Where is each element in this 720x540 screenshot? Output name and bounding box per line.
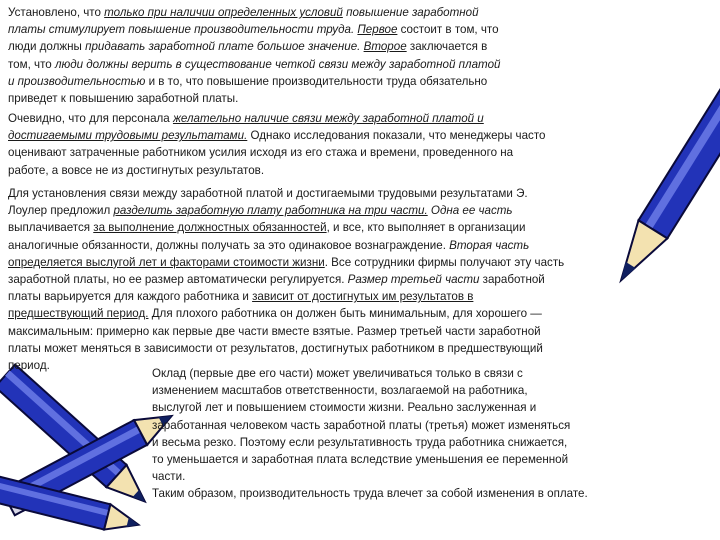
text-line bbox=[8, 340, 688, 357]
text-run: повышение заработной bbox=[342, 6, 479, 19]
text-run: за выполнение должностных обязанностей bbox=[93, 221, 327, 235]
paragraph-4 bbox=[152, 365, 687, 503]
text-run: желательно наличие связи между заработной платой и bbox=[172, 112, 484, 125]
text-run: Первое bbox=[357, 23, 398, 37]
text-line bbox=[8, 271, 688, 288]
text-run: заключается в bbox=[406, 40, 488, 54]
text-run: Второе bbox=[363, 40, 407, 54]
text-run: и в то, что повышение производительности труда обязательно bbox=[145, 74, 488, 88]
text-run: платы может меняться в зависимости от результатов, достигнутых работником в предшествующий bbox=[8, 341, 543, 355]
text-run: только при наличии определенных условий bbox=[104, 6, 343, 19]
text-line bbox=[8, 162, 648, 179]
text-run: предшествующий период. bbox=[8, 307, 149, 321]
text-line bbox=[8, 4, 598, 21]
text-run: состоит в том, что bbox=[397, 23, 499, 37]
text-run: том, что bbox=[8, 57, 55, 71]
text-line bbox=[152, 434, 687, 451]
text-run: заработной bbox=[479, 273, 545, 287]
text-line bbox=[152, 417, 687, 434]
text-run: период. bbox=[8, 359, 50, 373]
text-run: приведет к повышению заработной платы. bbox=[8, 92, 239, 106]
text-run: . Все сотрудники фирмы получают эту часть bbox=[324, 255, 565, 269]
text-run: заработанная человеком часть заработной платы (третья) может изменяться bbox=[152, 418, 571, 432]
text-run: аналогичные обязанности, должны получать за это одинаковое вознаграждение. bbox=[8, 238, 450, 252]
text-line bbox=[8, 144, 648, 161]
text-line bbox=[8, 127, 648, 144]
text-run: Оклад (первые две его части) может увеличиваться только в связи с bbox=[152, 367, 523, 380]
text-run: изменением масштабов ответственности, возлагаемой на работника, bbox=[152, 384, 528, 398]
text-run: Размер третьей части bbox=[347, 273, 480, 287]
text-run: платы варьируется для каждого работника и bbox=[8, 290, 253, 304]
text-run: люди должны bbox=[8, 40, 86, 54]
text-run: работе, а вовсе не из достигнутых результатов. bbox=[8, 163, 265, 177]
text-run: и производительностью bbox=[8, 74, 146, 88]
text-line bbox=[152, 382, 687, 399]
text-line bbox=[8, 185, 688, 202]
text-run: определяется выслугой лет и факторами стоимости жизни bbox=[8, 255, 325, 269]
text-line bbox=[8, 21, 598, 38]
text-run: Для установления связи между заработной платой и достигаемыми трудовыми результатами Э. bbox=[8, 187, 528, 200]
text-line bbox=[8, 90, 598, 107]
text-line bbox=[152, 468, 687, 485]
text-line bbox=[8, 219, 688, 236]
text-run: оценивают затраченные работником усилия исходя из его стажа и времени, проведенного на bbox=[8, 146, 514, 160]
text-run: разделить заработную плату работника на три части. bbox=[113, 204, 428, 218]
text-run: выплачивается bbox=[8, 221, 94, 235]
text-line bbox=[8, 73, 598, 90]
text-run: заработной платы, но ее размер автоматически регулируется. bbox=[8, 273, 348, 287]
text-run: выслугой лет и повышением стоимости жизни. Реально заслуженная и bbox=[152, 401, 537, 415]
text-run: Для плохого работника он должен быть минимальным, для хорошего — bbox=[148, 307, 542, 321]
text-line bbox=[8, 323, 688, 340]
text-line bbox=[152, 365, 687, 382]
text-line bbox=[8, 38, 598, 55]
text-line bbox=[152, 399, 687, 416]
text-line bbox=[152, 451, 687, 468]
text-line bbox=[8, 202, 688, 219]
text-run: Одна ее часть bbox=[427, 204, 513, 218]
text-line bbox=[8, 110, 648, 127]
text-run: то уменьшается и заработная плата вследствие уменьшения ее переменной bbox=[152, 453, 569, 467]
paragraph-3 bbox=[8, 185, 688, 374]
text-run: платы стимулирует повышение производительности труда. bbox=[8, 23, 358, 37]
text-run: зависит от достигнутых им результатов в bbox=[252, 290, 474, 304]
paragraph-2 bbox=[8, 110, 648, 179]
text-run: Однако исследования показали, что менеджеры часто bbox=[247, 129, 546, 143]
text-run: части. bbox=[152, 470, 186, 484]
text-run: и весьма резко. Поэтому если результативность труда работника снижается, bbox=[152, 435, 568, 449]
text-run: придавать заработной плате большое значение. bbox=[85, 40, 361, 54]
text-run: Установлено, что bbox=[8, 6, 105, 19]
text-run: Таким образом, производительность труда влечет за собой изменения в оплате. bbox=[152, 487, 588, 501]
text-line bbox=[152, 485, 687, 502]
text-run: максимальным: примерно как первые две части вместе взятые. Размер третьей части заработной bbox=[8, 324, 541, 338]
paragraph-1 bbox=[8, 4, 598, 107]
text-line bbox=[8, 288, 688, 305]
text-line bbox=[8, 305, 688, 322]
text-line bbox=[8, 56, 598, 73]
text-run: достигаемыми трудовыми результатами. bbox=[8, 129, 248, 143]
text-run: Лоулер предложил bbox=[8, 204, 114, 218]
text-run: Вторая часть bbox=[449, 238, 530, 252]
text-run: , и все, кто выполняет в организации bbox=[326, 221, 526, 235]
text-line bbox=[8, 254, 688, 271]
text-run: люди должны верить в существование четкой связи между заработной платой bbox=[54, 57, 501, 71]
text-run: Очевидно, что для персонала bbox=[8, 112, 173, 125]
text-line bbox=[8, 237, 688, 254]
